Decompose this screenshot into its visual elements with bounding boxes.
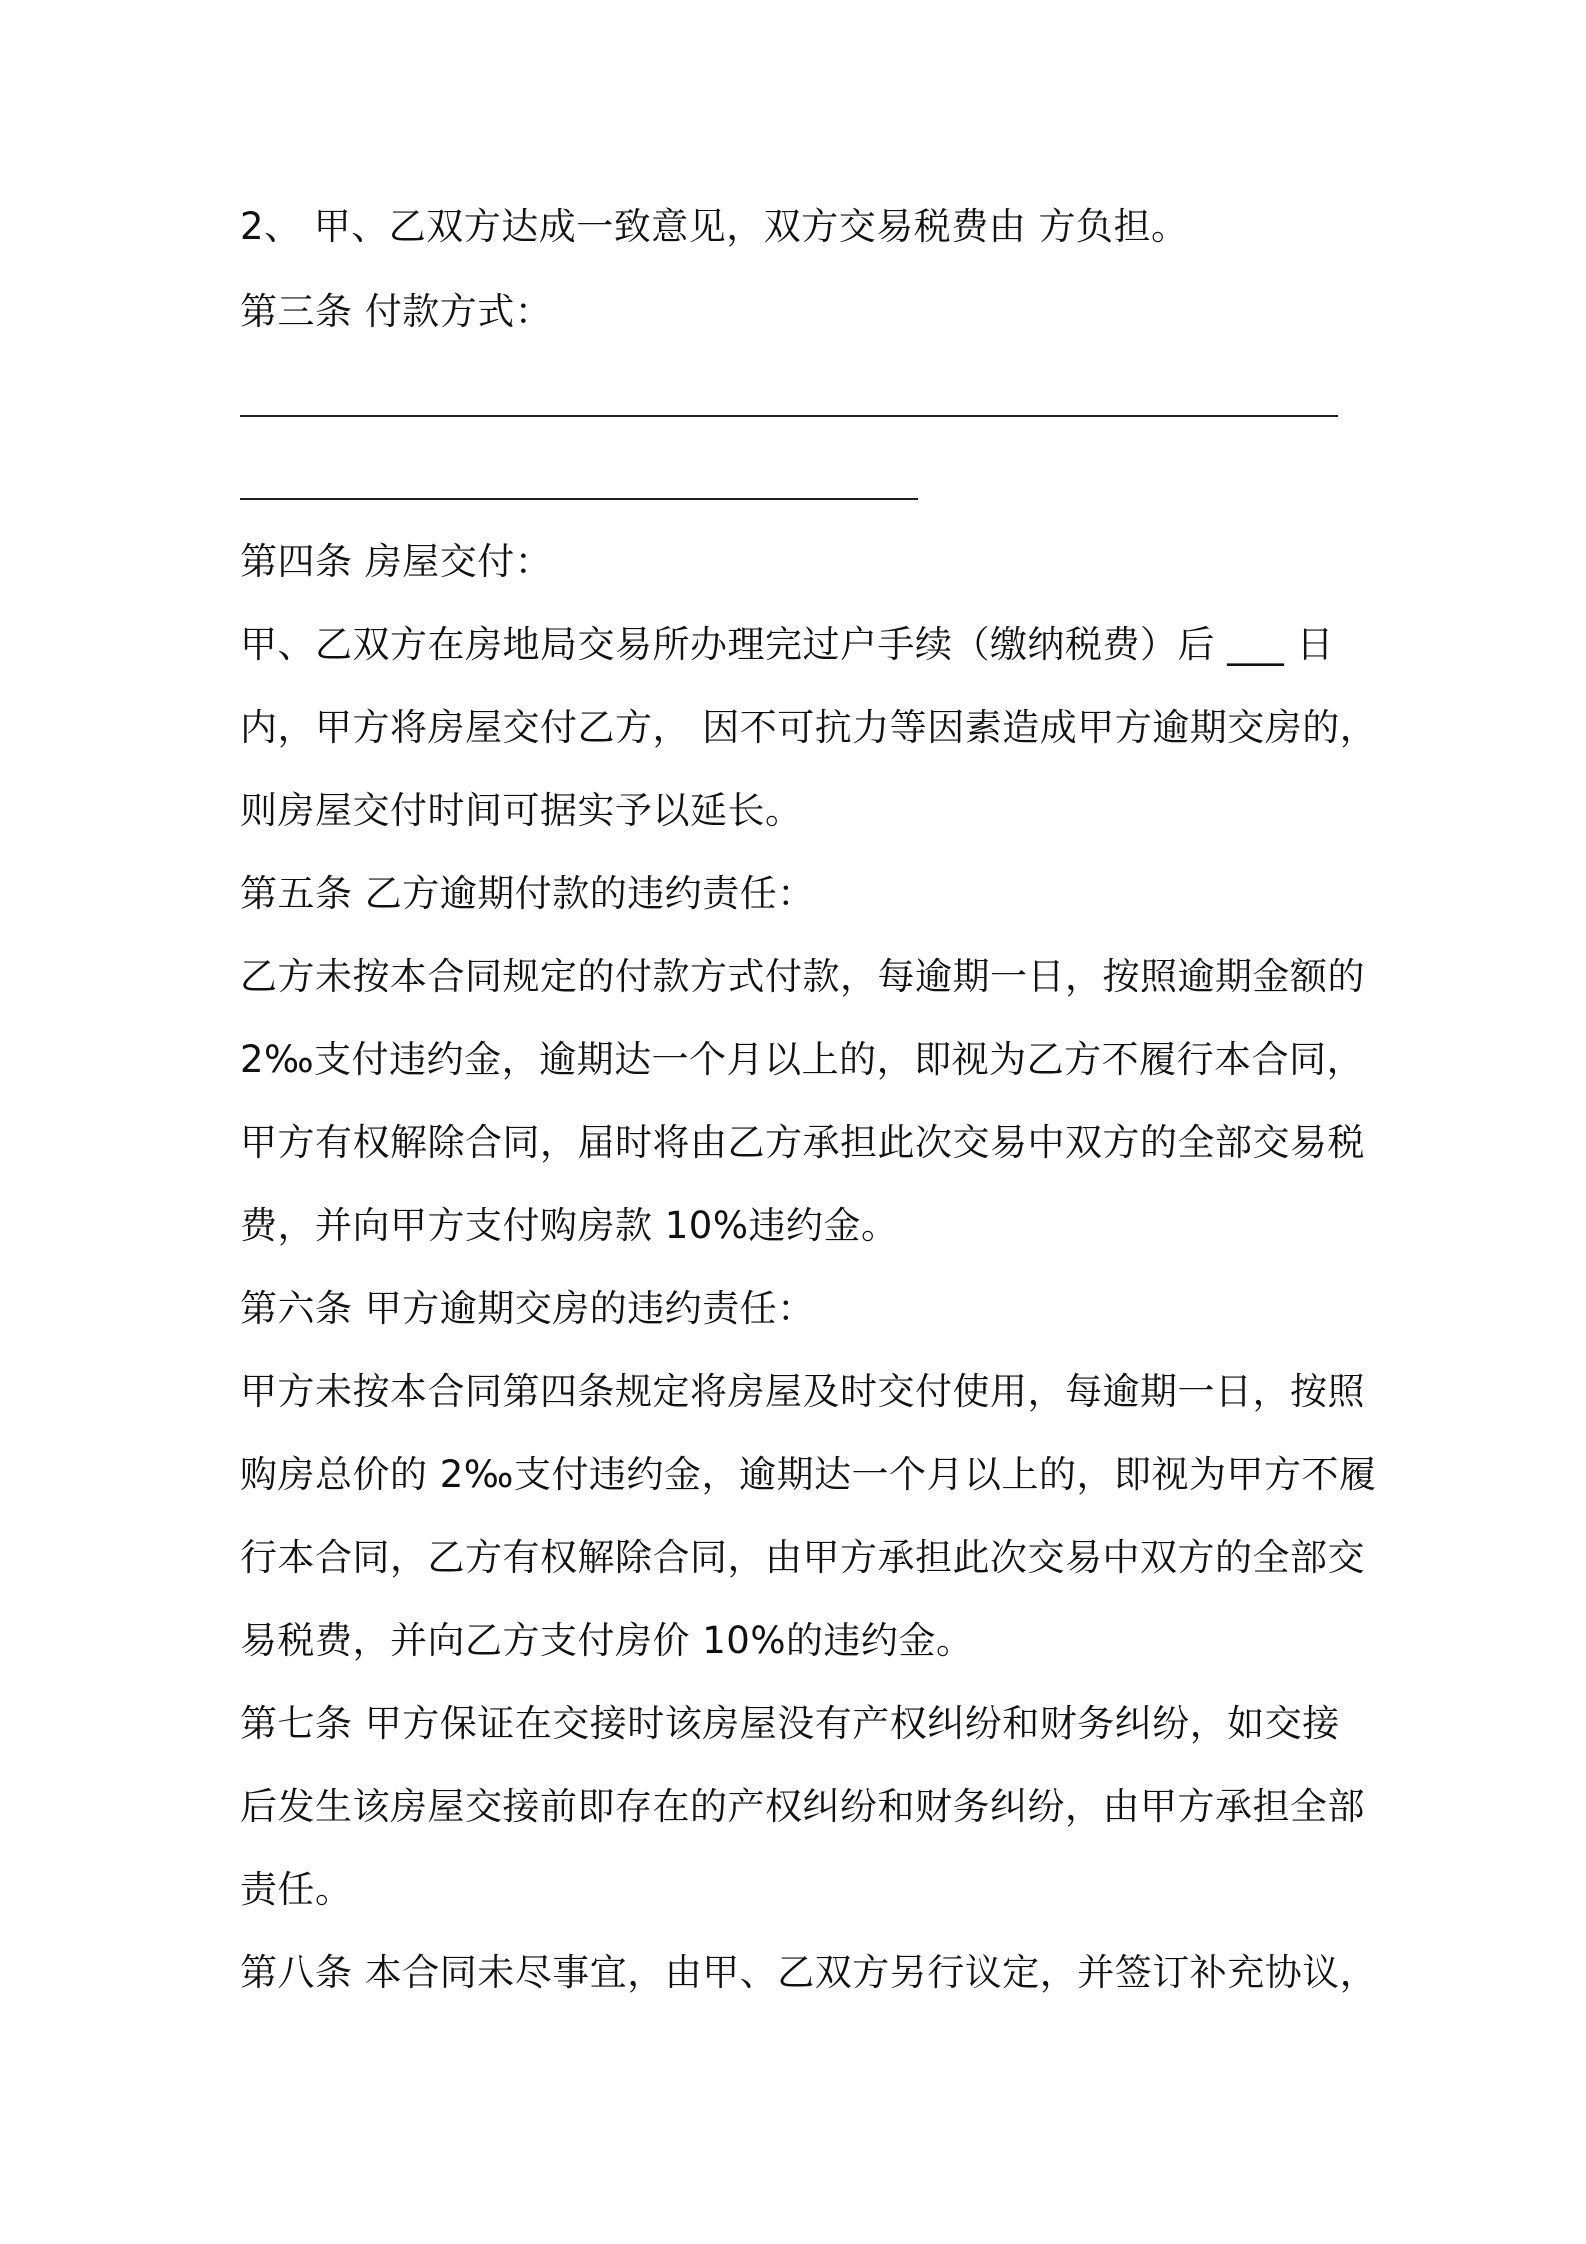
- article-7-text-line: 责任。: [240, 1868, 353, 1911]
- article-5-text-line: 费，并向甲方支付购房款 10%违约金。: [240, 1204, 899, 1247]
- article-3-heading: 第三条 付款方式：: [240, 290, 553, 333]
- payment-blank-line-2: [240, 498, 918, 500]
- article-5-text-line: 2‰支付违约金，逾期达一个月以上的，即视为乙方不履行本合同，: [240, 1038, 1365, 1081]
- article-5-text-line: 乙方未按本合同规定的付款方式付款，每逾期一日，按照逾期金额的: [240, 955, 1365, 998]
- article-6-text-line: 甲方未按本合同第四条规定将房屋及时交付使用，每逾期一日，按照: [240, 1370, 1365, 1413]
- tax-burden-clause: 2、 甲、乙双方达成一致意见，双方交易税费由 方负担。: [240, 205, 1189, 248]
- article-4-text-line: 则房屋交付时间可据实予以延长。: [240, 789, 803, 832]
- article-5-text-line: 甲方有权解除合同，届时将由乙方承担此次交易中双方的全部交易税: [240, 1121, 1365, 1164]
- article-6-heading: 第六条 甲方逾期交房的违约责任：: [240, 1287, 815, 1330]
- article-4-text-line: 内，甲方将房屋交付乙方， 因不可抗力等因素造成甲方逾期交房的，: [240, 706, 1378, 749]
- article-6-text-line: 购房总价的 2‰支付违约金，逾期达一个月以上的，即视为甲方不履: [240, 1453, 1377, 1496]
- article-5-heading: 第五条 乙方逾期付款的违约责任：: [240, 872, 815, 915]
- article-4-heading: 第四条 房屋交付：: [240, 540, 553, 583]
- article-6-text-line: 行本合同，乙方有权解除合同，由甲方承担此次交易中双方的全部交: [240, 1536, 1365, 1579]
- article-7-text-line: 第七条 甲方保证在交接时该房屋没有产权纠纷和财务纠纷，如交接: [240, 1702, 1340, 1745]
- article-6-text-line: 易税费，并向乙方支付房价 10%的违约金。: [240, 1619, 974, 1662]
- article-8-text-line: 第八条 本合同未尽事宜，由甲、乙双方另行议定，并签订补充协议，: [240, 1951, 1378, 1994]
- article-7-text-line: 后发生该房屋交接前即存在的产权纠纷和财务纠纷，由甲方承担全部: [240, 1785, 1365, 1828]
- article-4-text-line: 甲、乙双方在房地局交易所办理完过户手续（缴纳税费）后 ___ 日: [240, 623, 1335, 666]
- payment-blank-line-1: [240, 415, 1338, 417]
